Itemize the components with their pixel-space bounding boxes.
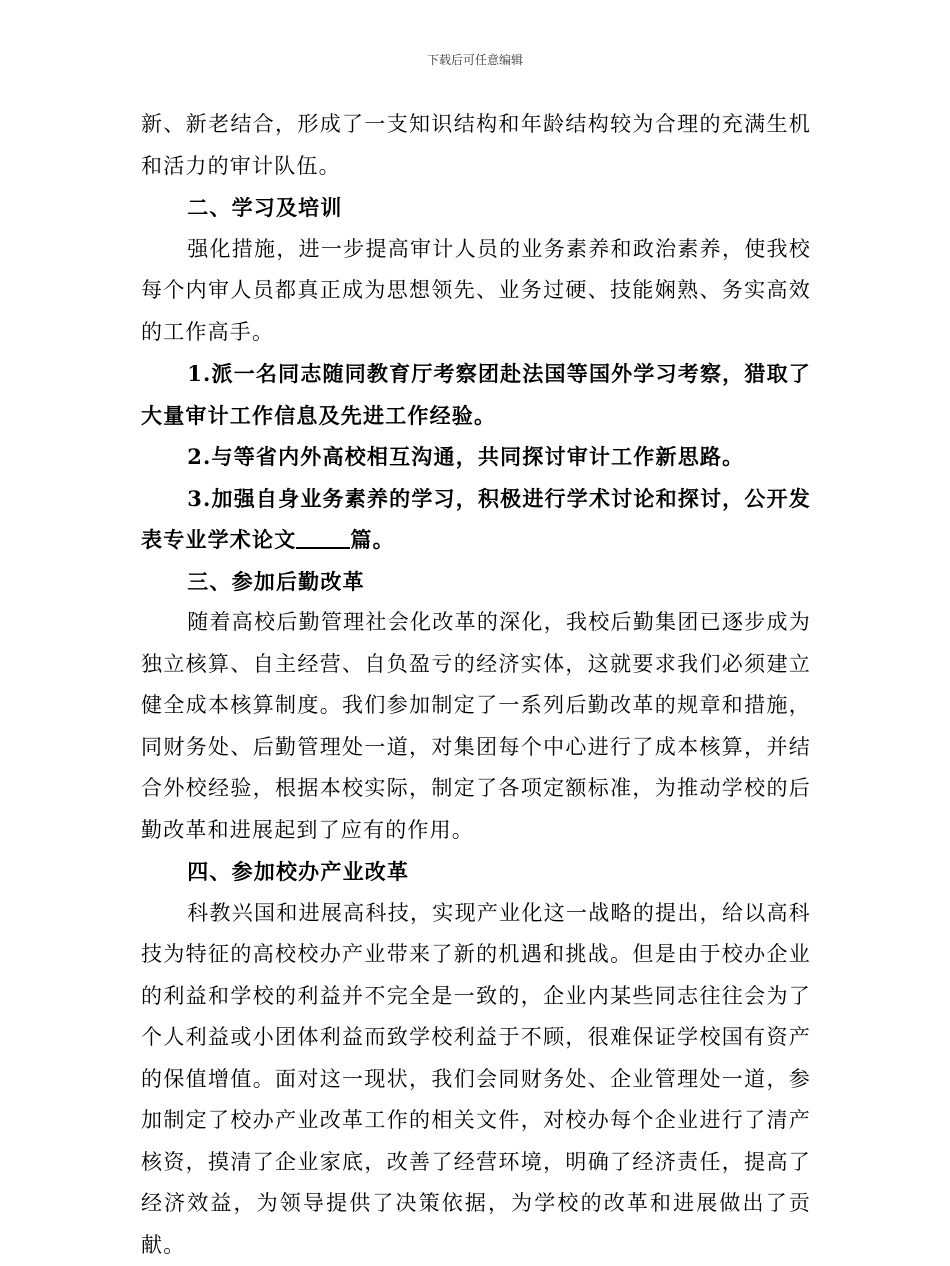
paragraph-logistics-reform: 随着高校后勤管理社会化改革的深化，我校后勤集团已逐步成为独立核算、自主经营、自负盈亏的经济实体，这就要求我们必须建立健全成本核算制度。我们参加制定了一系列后勤改革的规章和措施，同财务处、后勤管理处一道，对集团每个中心进行了成本核算，并结合外校经验，根据本校实际，制定了各项定额标准，为推动学校的后勤改革和进展起到了应有的作用。: [141, 602, 811, 851]
list-item-3: [141, 478, 811, 561]
section-heading-industry-reform: 四、参加校办产业改革: [141, 851, 811, 893]
list-item-3-suffix: 篇。: [350, 527, 394, 552]
paragraph-industry-reform: 科教兴国和进展高科技，实现产业化这一战略的提出，给以高科技为特征的高校校办产业带来了新的机遇和挑战。但是由于校办企业的利益和学校的利益并不完全是一致的，企业内某些同志往往会为了个人利益或小团体利益而致学校利益于不顾，很难保证学校国有资产的保值增值。面对这一现状，我们会同财务处、企业管理处一道，参加制定了校办产业改革工作的相关文件，对校办每个企业进行了清产核资，摸清了企业家底，改善了经营环境，明确了经济责任，提高了经济效益，为领导提供了决策依据，为学校的改革和进展做出了贡献。: [141, 893, 811, 1266]
section-heading-logistics-reform: 三、参加后勤改革: [141, 561, 811, 603]
list-item-3-text: 3.加强自身业务素养的学习，积极进行学术讨论和探讨，公开发表专业学术论文: [141, 486, 811, 553]
paragraph-study-training: 强化措施，进一步提高审计人员的业务素养和政治素养，使我校每个内审人员都真正成为思想领先、业务过硬、技能娴熟、务实高效的工作高手。: [141, 229, 811, 354]
list-item-1: 1.派一名同志随同教育厅考察团赴法国等国外学习考察，猎取了大量审计工作信息及先进工作经验。: [141, 353, 811, 436]
paragraph-continuation: 新、新老结合，形成了一支知识结构和年龄结构较为合理的充满生机和活力的审计队伍。: [141, 104, 811, 187]
list-item-2: 2.与等省内外高校相互沟通，共同探讨审计工作新思路。: [141, 436, 811, 478]
fill-in-blank: [296, 527, 350, 549]
section-heading-study-training: 二、学习及培训: [141, 187, 811, 229]
page-header: 下载后可任意编辑: [0, 52, 950, 68]
document-body: [141, 104, 811, 1266]
